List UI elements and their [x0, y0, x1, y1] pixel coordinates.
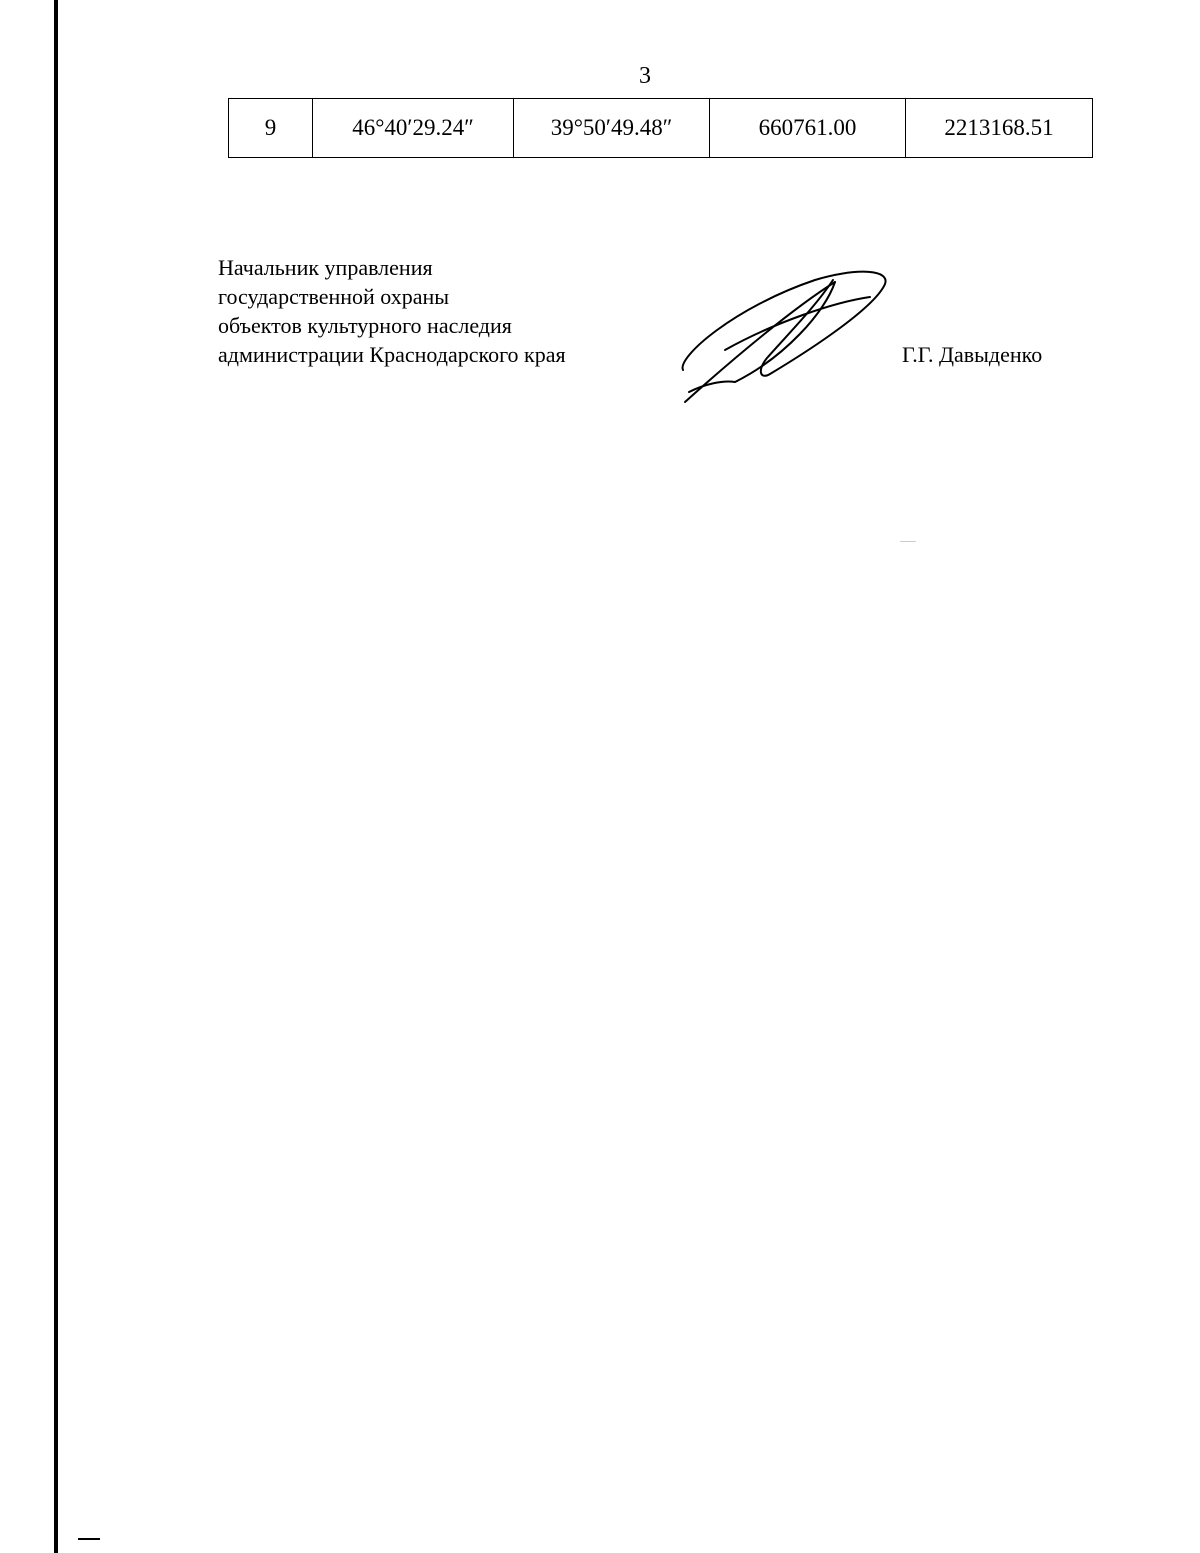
scan-bottom-mark	[78, 1538, 100, 1540]
y-coordinate-cell: 2213168.51	[906, 99, 1093, 158]
scan-speck	[900, 541, 916, 542]
signer-position	[218, 253, 566, 369]
x-coordinate-cell: 660761.00	[710, 99, 906, 158]
signer-position-line: объектов культурного наследия	[218, 313, 512, 338]
signer-position-line: Начальник управления	[218, 255, 433, 280]
table-row	[229, 99, 1093, 158]
longitude-cell: 39°50′49.48″	[514, 99, 710, 158]
signer-position-line: администрации Краснодарского края	[218, 342, 566, 367]
signer-position-line: государственной охраны	[218, 284, 450, 309]
page-number: 3	[639, 63, 651, 89]
handwritten-signature	[675, 262, 900, 407]
signer-name: Г.Г. Давыденко	[902, 342, 1043, 367]
latitude-cell: 46°40′29.24″	[313, 99, 514, 158]
point-number-cell: 9	[229, 99, 313, 158]
coordinates-table	[228, 98, 1093, 158]
scan-left-edge	[54, 0, 58, 1553]
